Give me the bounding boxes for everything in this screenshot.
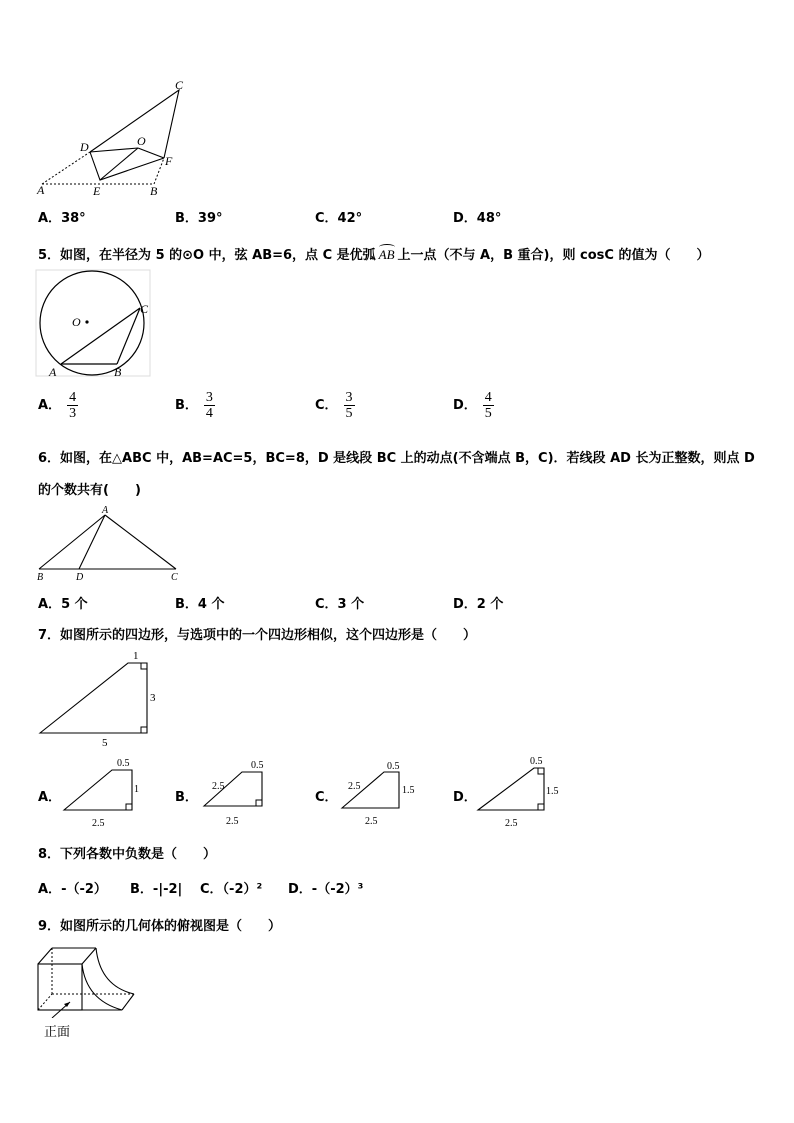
q6-option-a[interactable]: A．5 个 xyxy=(38,597,88,612)
q7-option-c-figure[interactable] xyxy=(338,758,428,830)
q4-option-a[interactable]: A．38° xyxy=(38,211,86,226)
svg-text:2.5: 2.5 xyxy=(348,781,361,792)
main-top-label: 1 xyxy=(133,650,139,662)
label-D: D xyxy=(76,572,84,583)
svg-text:1.5: 1.5 xyxy=(402,785,415,796)
q6-option-c[interactable]: C．3 个 xyxy=(315,597,365,612)
label-B: B xyxy=(37,572,44,583)
label-B: B xyxy=(114,365,122,379)
q6-stem-line1: 6．如图，在△ABC 中，AB=AC=5，BC=8，D 是线段 BC 上的动点(不含端点 B，C)．若线段 AD 长为正整数，则点 D xyxy=(38,451,755,466)
label-A: A xyxy=(49,365,57,379)
label-A: A xyxy=(37,183,45,197)
label-O: O xyxy=(72,315,81,329)
svg-text:0.5: 0.5 xyxy=(117,758,130,769)
main-right-label: 3 xyxy=(150,692,156,704)
q6-option-b[interactable]: B．4 个 xyxy=(175,597,225,612)
q7-option-a-figure[interactable] xyxy=(60,756,150,831)
q5-figure xyxy=(34,268,154,380)
label-E: E xyxy=(93,184,101,198)
q5-option-b[interactable]: B． $\frac{3}{4}$ xyxy=(175,390,213,421)
q7-option-c-letter[interactable]: C． xyxy=(315,790,338,805)
q8-option-a[interactable]: A．-（-2） xyxy=(38,882,107,897)
q7-option-d-figure[interactable] xyxy=(474,752,574,832)
svg-text:0.5: 0.5 xyxy=(530,756,543,767)
svg-text:1.5: 1.5 xyxy=(546,786,559,797)
label-C: C xyxy=(175,78,184,92)
front-label: 正面 xyxy=(44,1025,71,1040)
q8-option-d[interactable]: D．-（-2）³ xyxy=(288,882,364,897)
q7-option-b-figure[interactable] xyxy=(198,756,288,831)
svg-text:0.5: 0.5 xyxy=(387,761,400,772)
svg-text:2.5: 2.5 xyxy=(226,816,239,827)
q6-figure xyxy=(34,503,194,585)
label-C: C xyxy=(140,302,149,316)
q9-stem: 9．如图所示的几何体的俯视图是（ ） xyxy=(38,919,282,934)
arc-ab: AB xyxy=(378,247,395,262)
svg-text:0.5: 0.5 xyxy=(251,760,264,771)
q8-option-b[interactable]: B．-|-2| xyxy=(130,882,183,897)
q5-option-a[interactable]: A． $\frac{4}{3}$ xyxy=(38,390,77,421)
q8-option-c[interactable]: C．（-2）² xyxy=(200,882,263,897)
q7-option-a-letter[interactable]: A． xyxy=(38,790,62,805)
label-D: D xyxy=(80,140,89,154)
q6-option-d[interactable]: D．2 个 xyxy=(453,597,504,612)
q4-option-b[interactable]: B．39° xyxy=(175,211,223,226)
q5-option-d[interactable]: D． $\frac{4}{5}$ xyxy=(453,390,492,421)
q4-figure xyxy=(34,76,194,200)
q5-option-c[interactable]: C． $\frac{3}{5}$ xyxy=(315,390,353,421)
svg-text:2.5: 2.5 xyxy=(505,818,518,829)
label-C: C xyxy=(171,572,178,583)
svg-text:1: 1 xyxy=(134,784,139,795)
q6-stem-line2: 的个数共有( ) xyxy=(38,483,141,498)
q8-stem: 8．下列各数中负数是（ ） xyxy=(38,847,217,862)
q7-option-d-letter[interactable]: D． xyxy=(453,790,477,805)
svg-text:2.5: 2.5 xyxy=(92,818,105,829)
svg-text:2.5: 2.5 xyxy=(365,816,378,827)
q9-solid-figure xyxy=(34,938,144,1018)
svg-text:2.5: 2.5 xyxy=(212,781,225,792)
label-F: F xyxy=(165,154,173,168)
q7-main-figure xyxy=(34,645,164,750)
q5-stem: 5．如图，在半径为 5 的⊙O 中，弦 AB=6，点 C 是优弧 AB 上一点（不与 A，B 重合)，则 cosC 的值为（ ） xyxy=(38,244,709,263)
main-bottom-label: 5 xyxy=(102,737,108,749)
q4-option-c[interactable]: C．42° xyxy=(315,211,363,226)
label-A: A xyxy=(102,505,109,516)
q7-stem: 7．如图所示的四边形，与选项中的一个四边形相似，这个四边形是（ ） xyxy=(38,628,477,643)
label-B: B xyxy=(150,184,158,198)
label-O: O xyxy=(137,134,146,148)
q4-option-d[interactable]: D．48° xyxy=(453,211,502,226)
q7-option-b-letter[interactable]: B． xyxy=(175,790,198,805)
